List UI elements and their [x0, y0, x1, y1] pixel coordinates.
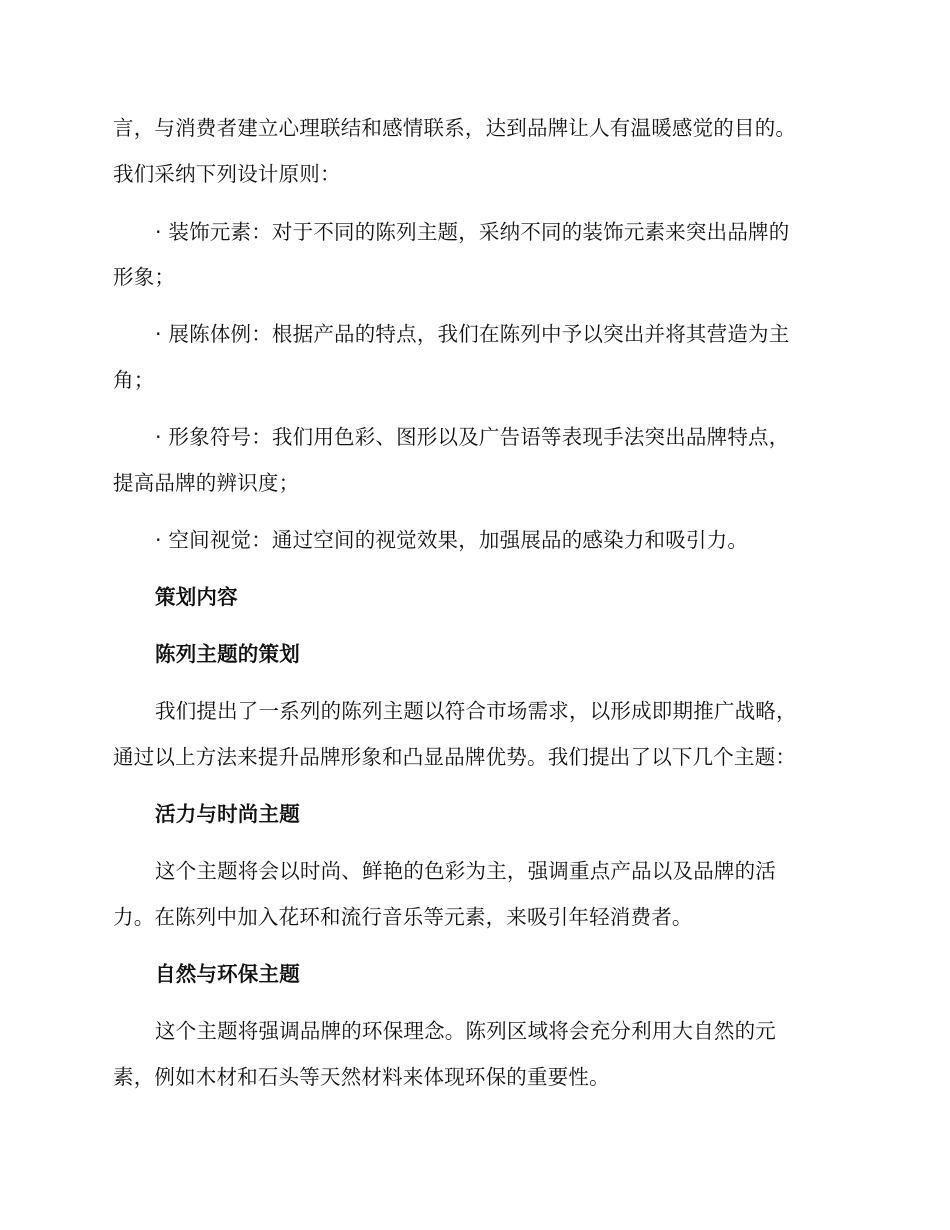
nature-body-line-2: 素，例如木材和石头等天然材料来体现环保的重要性。 — [113, 1065, 610, 1089]
heading-nature: 自然与环保主题 — [155, 962, 300, 986]
nature-body-line-1: 这个主题将强调品牌的环保理念。陈列区域将会充分利用大自然的元 — [155, 1019, 776, 1043]
themes-intro-line-1: 我们提出了一系列的陈列主题以符合市场需求，以形成即期推广战略， — [155, 699, 797, 723]
intro-line-2: 我们采纳下列设计原则： — [113, 162, 341, 186]
themes-intro-line-2: 通过以上方法来提升品牌形象和凸显品牌优势。我们提出了以下几个主题： — [113, 745, 797, 769]
bullet-decoration-line-1: · 装饰元素：对于不同的陈列主题，采纳不同的装饰元素来突出品牌的 — [155, 220, 790, 244]
bullet-display-line-2: 角； — [113, 368, 155, 392]
bullet-symbol-line-2: 提高品牌的辨识度； — [113, 471, 300, 495]
bullet-space-line-1: · 空间视觉：通过空间的视觉效果，加强展品的感染力和吸引力。 — [155, 528, 749, 552]
intro-line-1: 言，与消费者建立心理联结和感情联系，达到品牌让人有温暖感觉的目的。 — [113, 116, 797, 140]
bullet-display-line-1: · 展陈体例：根据产品的特点，我们在陈列中予以突出并将其营造为主 — [155, 322, 790, 346]
heading-vitality: 活力与时尚主题 — [155, 802, 300, 826]
heading-theme-plan: 陈列主题的策划 — [155, 642, 300, 666]
vitality-body-line-1: 这个主题将会以时尚、鲜艳的色彩为主，强调重点产品以及品牌的活 — [155, 859, 776, 883]
vitality-body-line-2: 力。在陈列中加入花环和流行音乐等元素，来吸引年轻消费者。 — [113, 905, 693, 929]
heading-plan: 策划内容 — [155, 585, 238, 609]
bullet-decoration-line-2: 形象； — [113, 265, 176, 289]
bullet-symbol-line-1: · 形象符号：我们用色彩、图形以及广告语等表现手法突出品牌特点， — [155, 425, 790, 449]
